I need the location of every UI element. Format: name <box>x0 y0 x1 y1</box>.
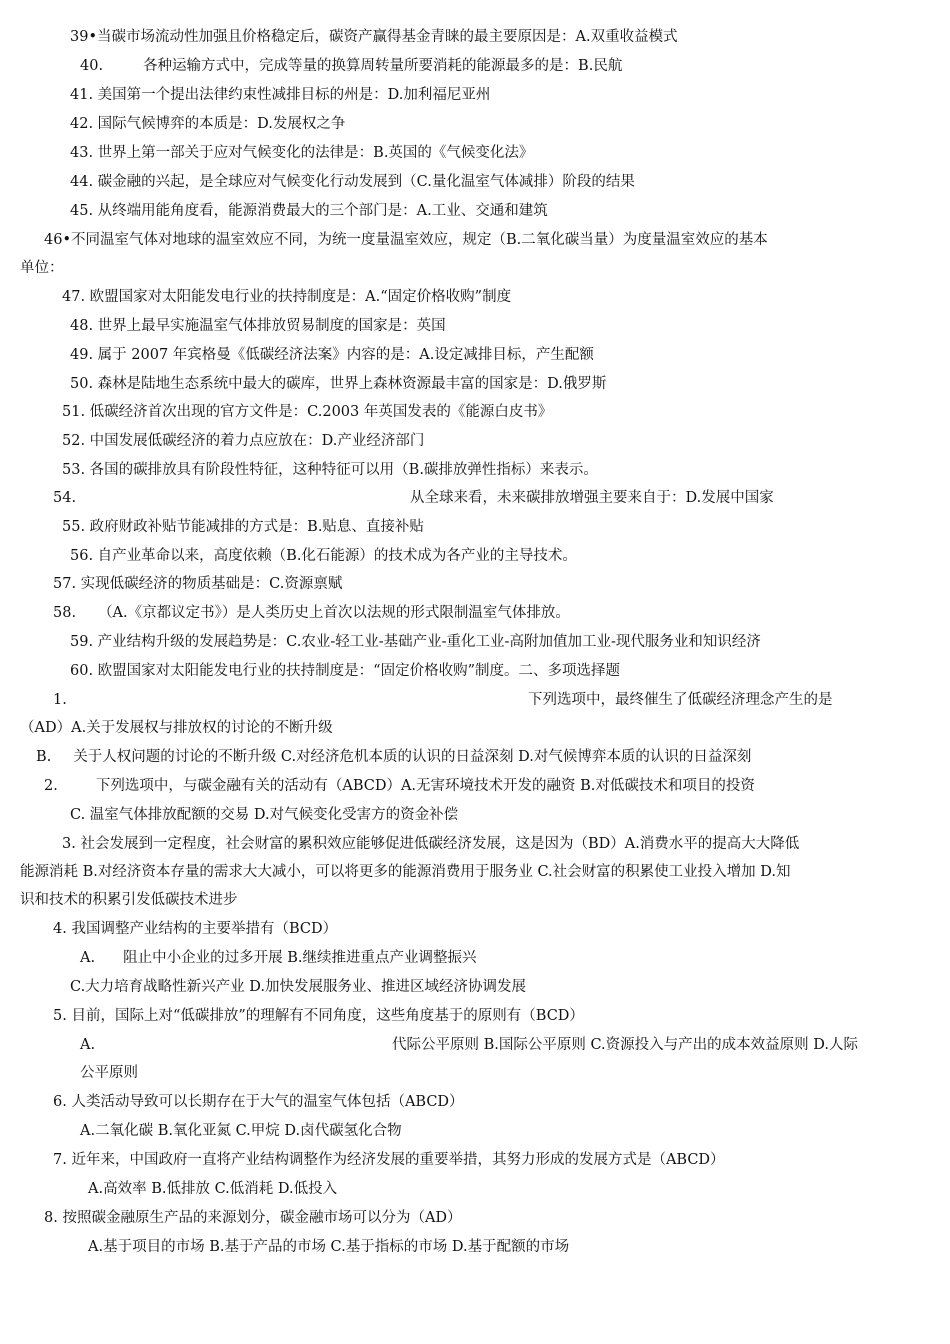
item-41: 41. 美国第一个提出法律约束性减排目标的州是：D.加利福尼亚州 <box>70 87 491 103</box>
multi-7: 7. 近年来，中国政府一直将产业结构调整作为经济发展的重要举措，其努力形成的发展方式是（ABCD） <box>53 1152 725 1168</box>
multi-5-options-cont: 公平原则 <box>80 1065 138 1081</box>
item-40-number: 40. <box>80 58 104 74</box>
multi-6: 6. 人类活动导致可以长期存在于大气的温室气体包括（ABCD） <box>53 1094 464 1110</box>
multi-1-options-bcd: 关于人权问题的讨论的不断升级 C.对经济危机本质的认识的日益深刻 D.对气候博弈本质的认识的日益深刻 <box>73 749 752 765</box>
multi-6-options: A.二氧化碳 B.氧化亚氮 C.甲烷 D.卤代碳氢化合物 <box>80 1123 402 1139</box>
multi-1-option-b-label: B. <box>36 749 52 765</box>
item-56: 56. 自产业革命以来，高度依赖（B.化石能源）的技术成为各产业的主导技术。 <box>70 548 577 564</box>
multi-3-line3: 识和技术的积累引发低碳技术进步 <box>20 892 238 908</box>
multi-2-number: 2. <box>44 778 58 794</box>
item-53: 53. 各国的碳排放具有阶段性特征，这种特征可以用（B.碳排放弹性指标）来表示。 <box>62 462 598 478</box>
multi-7-options: A.高效率 B.低排放 C.低消耗 D.低投入 <box>88 1181 338 1197</box>
multi-2-text: 下列选项中，与碳金融有关的活动有（ABCD）A.无害环境技术开发的融资 B.对低碳技术和项目的投资 <box>95 778 755 794</box>
item-39: 39•当碳市场流动性加强且价格稳定后，碳资产赢得基金青睐的最主要原因是：A.双重收益模式 <box>70 29 678 45</box>
item-45: 45. 从终端用能角度看，能源消费最大的三个部门是：A.工业、交通和建筑 <box>70 203 548 219</box>
item-50: 50. 森林是陆地生态系统中最大的碳库，世界上森林资源最丰富的国家是：D.俄罗斯 <box>70 376 607 392</box>
item-44: 44. 碳金融的兴起，是全球应对气候变化行动发展到（C.量化温室气体减排）阶段的结果 <box>70 174 635 190</box>
item-40-text: 各种运输方式中，完成等量的换算周转量所要消耗的能源最多的是：B.民航 <box>143 58 623 74</box>
item-42: 42. 国际气候博弈的本质是：D.发展权之争 <box>70 116 346 132</box>
item-46-line1: 46•不同温室气体对地球的温室效应不同，为统一度量温室效应，规定（B.二氧化碳当量）为度量温室效应的基本 <box>44 232 768 248</box>
multi-4: 4. 我国调整产业结构的主要举措有（BCD） <box>53 921 338 937</box>
item-54-text: 从全球来看，未来碳排放增强主要来自于：D.发展中国家 <box>410 490 774 506</box>
item-58-text: （A.《京都议定书》）是人类历史上首次以法规的形式限制温室气体排放。 <box>98 605 570 621</box>
multi-4-options-a <box>80 947 476 969</box>
multi-5-option-a-label: A. <box>80 1037 96 1053</box>
item-55: 55. 政府财政补贴节能减排的方式是：B.贴息、直接补贴 <box>62 519 424 535</box>
item-51: 51. 低碳经济首次出现的官方文件是：C.2003 年英国发表的《能源白皮书》 <box>62 404 553 420</box>
multi-2 <box>44 775 755 797</box>
multi-3-line1: 3. 社会发展到一定程度，社会财富的累积效应能够促进低碳经济发展，这是因为（BD）A.消费水平的提高大大降低 <box>62 836 800 852</box>
multi-1-text: 下列选项中，最终催生了低碳经济理念产生的是 <box>528 692 833 708</box>
multi-8-options: A.基于项目的市场 B.基于产品的市场 C.基于指标的市场 D.基于配额的市场 <box>88 1239 570 1255</box>
item-58 <box>53 602 570 624</box>
multi-2-options: C. 温室气体排放配额的交易 D.对气候变化受害方的资金补偿 <box>70 807 459 823</box>
multi-5-options: 代际公平原则 B.国际公平原则 C.资源投入与产出的成本效益原则 D.人际 <box>392 1037 858 1053</box>
item-57: 57. 实现低碳经济的物质基础是：C.资源禀赋 <box>53 576 343 592</box>
item-52: 52. 中国发展低碳经济的着力点应放在：D.产业经济部门 <box>62 433 425 449</box>
multi-3-line2: 能源消耗 B.对经济资本存量的需求大大减小，可以将更多的能源消费用于服务业 C.社会财富的积累使工业投入增加 D.知 <box>20 864 791 880</box>
item-48: 48. 世界上最早实施温室气体排放贸易制度的国家是：英国 <box>70 318 446 334</box>
item-46-line2: 单位： <box>20 260 64 276</box>
item-59: 59. 产业结构升级的发展趋势是：C.农业-轻工业-基础产业-重化工业-高附加值加工业-现代服务业和知识经济 <box>70 634 761 650</box>
multi-5: 5. 目前，国际上对“低碳排放”的理解有不同角度，这些角度基于的原则有（BCD） <box>53 1008 584 1024</box>
multi-8: 8. 按照碳金融原生产品的来源划分，碳金融市场可以分为（AD） <box>44 1210 462 1226</box>
multi-4-option-a-label: A. <box>80 950 96 966</box>
item-60: 60. 欧盟国家对太阳能发电行业的扶持制度是：“固定价格收购”制度。二、多项选择题 <box>70 663 620 679</box>
item-47: 47. 欧盟国家对太阳能发电行业的扶持制度是：A.“固定价格收购”制度 <box>62 289 512 305</box>
multi-4-options-b: C.大力培育战略性新兴产业 D.加快发展服务业、推进区域经济协调发展 <box>70 979 527 995</box>
multi-1-number: 1. <box>53 692 67 708</box>
item-43: 43. 世界上第一部关于应对气候变化的法律是：B.英国的《气候变化法》 <box>70 145 534 161</box>
multi-1-options-a: （AD）A.关于发展权与排放权的讨论的不断升级 <box>20 720 333 736</box>
item-40 <box>80 55 622 77</box>
item-49: 49. 属于 2007 年宾格曼《低碳经济法案》内容的是：A.设定减排目标，产生配额 <box>70 347 594 363</box>
item-54-number: 54. <box>53 490 77 506</box>
multi-4-options-ab: 阻止中小企业的过多开展 B.继续推进重点产业调整振兴 <box>123 950 477 966</box>
item-58-number: 58. <box>53 605 77 621</box>
multi-1-options-b <box>36 746 751 768</box>
